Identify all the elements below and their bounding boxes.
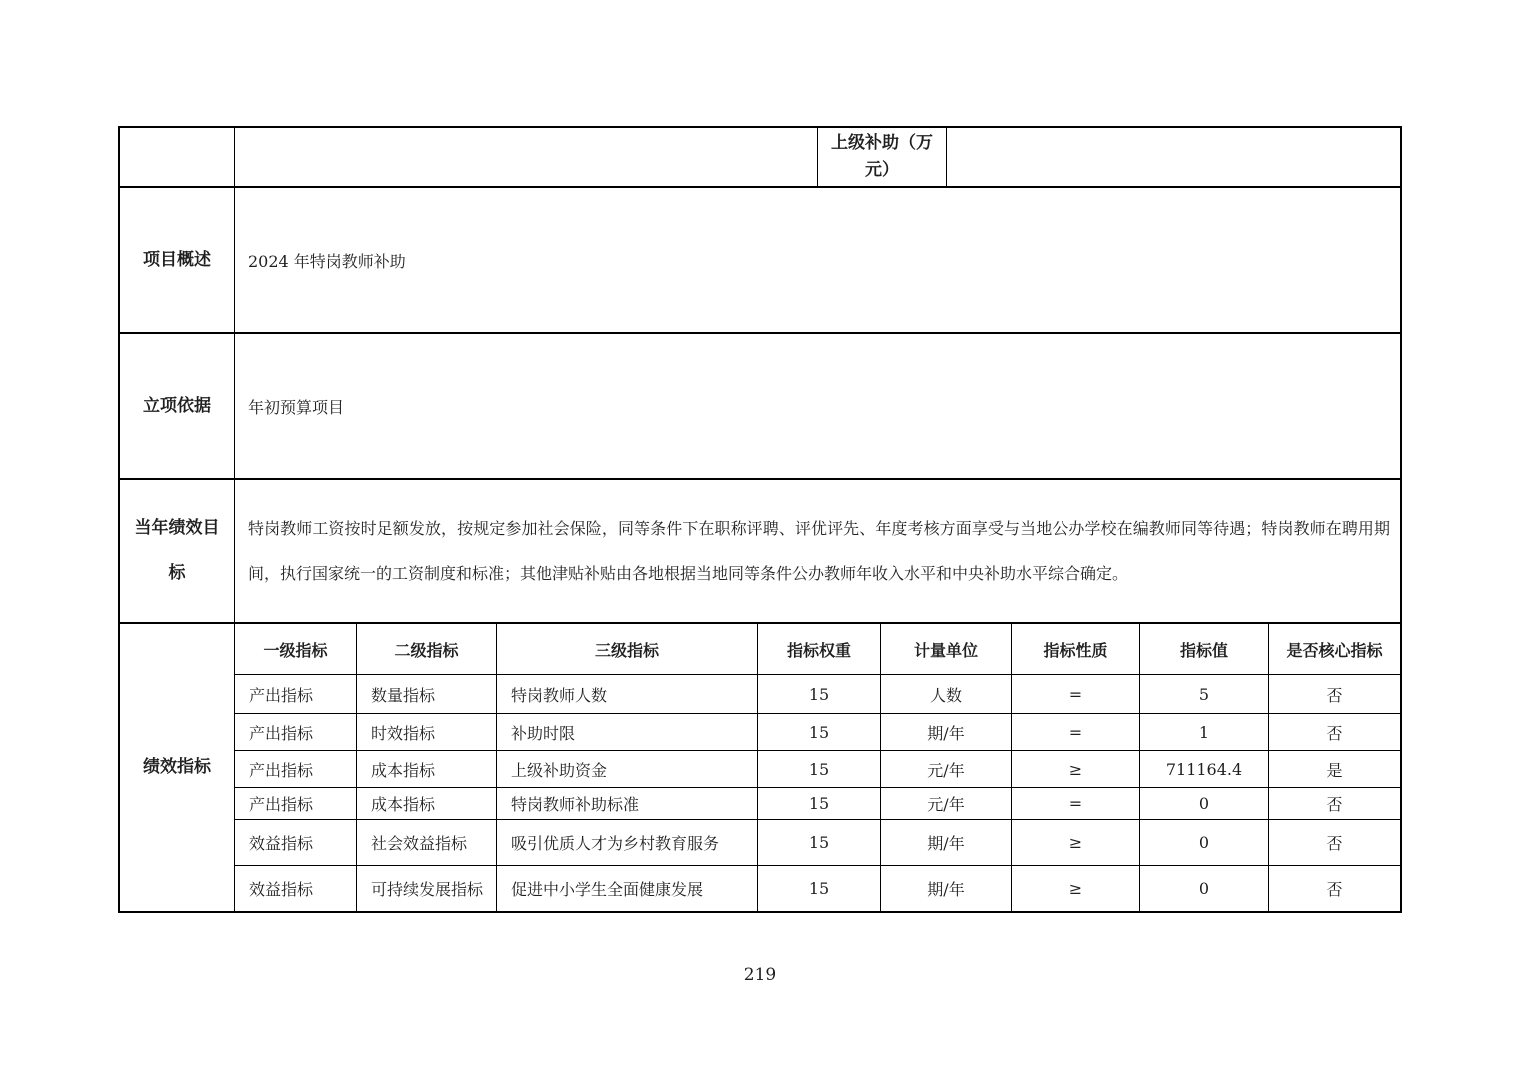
indicator-cell: = bbox=[1011, 787, 1139, 819]
project-overview-content: 2024 年特岗教师补助 bbox=[248, 251, 406, 271]
indicator-cell: 吸引优质人才为乡村教育服务 bbox=[496, 819, 757, 865]
indicator-cell: 0 bbox=[1139, 787, 1268, 819]
indicator-cell: 人数 bbox=[880, 674, 1011, 713]
indicator-cell: 15 bbox=[757, 819, 880, 865]
indicator-header-weight: 指标权重 bbox=[757, 624, 880, 674]
indicator-cell: ≥ bbox=[1011, 750, 1139, 787]
indicator-cell: 15 bbox=[757, 750, 880, 787]
page-number: 219 bbox=[743, 965, 777, 985]
indicator-cell: 社会效益指标 bbox=[356, 819, 496, 865]
indicator-cell: 产出指标 bbox=[235, 674, 356, 713]
indicator-cell: 可持续发展指标 bbox=[356, 865, 496, 911]
indicator-cell: 特岗教师补助标准 bbox=[496, 787, 757, 819]
indicator-cell: = bbox=[1011, 713, 1139, 750]
indicator-cell: 效益指标 bbox=[235, 819, 356, 865]
indicator-header-value: 指标值 bbox=[1139, 624, 1268, 674]
indicator-cell: 产出指标 bbox=[235, 787, 356, 819]
indicator-cell: 否 bbox=[1268, 787, 1400, 819]
section-row-project-overview bbox=[120, 186, 1400, 332]
indicator-cell: 数量指标 bbox=[356, 674, 496, 713]
indicator-cell: 成本指标 bbox=[356, 787, 496, 819]
indicator-cell: 0 bbox=[1139, 819, 1268, 865]
indicator-cell: 否 bbox=[1268, 819, 1400, 865]
indicator-grid bbox=[235, 624, 1400, 911]
indicator-cell: 期/年 bbox=[880, 713, 1011, 750]
indicator-header-level1: 一级指标 bbox=[263, 640, 328, 660]
indicator-cell: 15 bbox=[757, 865, 880, 911]
indicator-cell: 成本指标 bbox=[356, 750, 496, 787]
annual-goal-content: 特岗教师工资按时足额发放，按规定参加社会保险，同等条件下在职称评聘、评优评先、年度考核方面享受与当地公办学校在编教师同等待遇；特岗教师在聘用期间，执行国家统一的工资制度和标准；其他津贴补贴由各地根据当地同等条件公办教师年收入水平和中央补助水平综合确定。 bbox=[248, 519, 1390, 583]
indicators-label: 绩效指标 bbox=[120, 624, 235, 911]
indicator-cell: 是 bbox=[1268, 750, 1400, 787]
indicator-cell: 否 bbox=[1268, 865, 1400, 911]
indicator-cell: 特岗教师人数 bbox=[496, 674, 757, 713]
indicator-cell: 否 bbox=[1268, 674, 1400, 713]
superior-subsidy-header-cell: 上级补助（万元） bbox=[818, 128, 947, 186]
indicator-cell: 产出指标 bbox=[235, 713, 356, 750]
annual-goal-content-cell bbox=[235, 480, 1400, 622]
indicator-cell: 15 bbox=[757, 713, 880, 750]
superior-subsidy-value-cell bbox=[947, 128, 1400, 186]
indicator-cell: 期/年 bbox=[880, 819, 1011, 865]
project-basis-label: 立项依据 bbox=[120, 334, 235, 478]
indicator-header-unit: 计量单位 bbox=[880, 624, 1011, 674]
superior-subsidy-label-cell-empty bbox=[120, 128, 235, 186]
indicator-header-core: 是否核心指标 bbox=[1268, 624, 1400, 674]
indicator-cell: 元/年 bbox=[880, 787, 1011, 819]
indicator-cell: 否 bbox=[1268, 713, 1400, 750]
indicator-header-nature: 指标性质 bbox=[1011, 624, 1139, 674]
indicator-cell: ≥ bbox=[1011, 819, 1139, 865]
indicator-cell: 产出指标 bbox=[235, 750, 356, 787]
section-row-annual-goal bbox=[120, 478, 1400, 622]
indicator-cell: 15 bbox=[757, 674, 880, 713]
indicator-cell: 1 bbox=[1139, 713, 1268, 750]
indicator-cell: 0 bbox=[1139, 865, 1268, 911]
indicator-cell: 15 bbox=[757, 787, 880, 819]
section-row-project-basis bbox=[120, 332, 1400, 478]
project-overview-label: 项目概述 bbox=[120, 188, 235, 332]
performance-table bbox=[118, 126, 1402, 913]
indicator-cell: = bbox=[1011, 674, 1139, 713]
project-basis-content-cell bbox=[235, 334, 1400, 478]
annual-goal-label: 当年绩效目标 bbox=[120, 480, 235, 622]
section-row-indicators bbox=[120, 622, 1400, 911]
indicator-cell: 效益指标 bbox=[235, 865, 356, 911]
indicator-cell: 5 bbox=[1139, 674, 1268, 713]
indicator-cell: 时效指标 bbox=[356, 713, 496, 750]
indicator-cell: 上级补助资金 bbox=[496, 750, 757, 787]
indicator-cell: ≥ bbox=[1011, 865, 1139, 911]
superior-subsidy-empty-cell bbox=[235, 128, 818, 186]
indicator-cell: 期/年 bbox=[880, 865, 1011, 911]
project-basis-content: 年初预算项目 bbox=[248, 397, 345, 417]
table-row-superior-subsidy bbox=[120, 128, 1400, 186]
indicator-cell: 711164.4 bbox=[1139, 750, 1268, 787]
project-overview-content-cell bbox=[235, 188, 1400, 332]
indicator-header-level2: 二级指标 bbox=[356, 624, 496, 674]
indicator-cell: 补助时限 bbox=[496, 713, 757, 750]
indicator-cell: 促进中小学生全面健康发展 bbox=[496, 865, 757, 911]
indicator-cell: 元/年 bbox=[880, 750, 1011, 787]
indicator-header-level3: 三级指标 bbox=[496, 624, 757, 674]
